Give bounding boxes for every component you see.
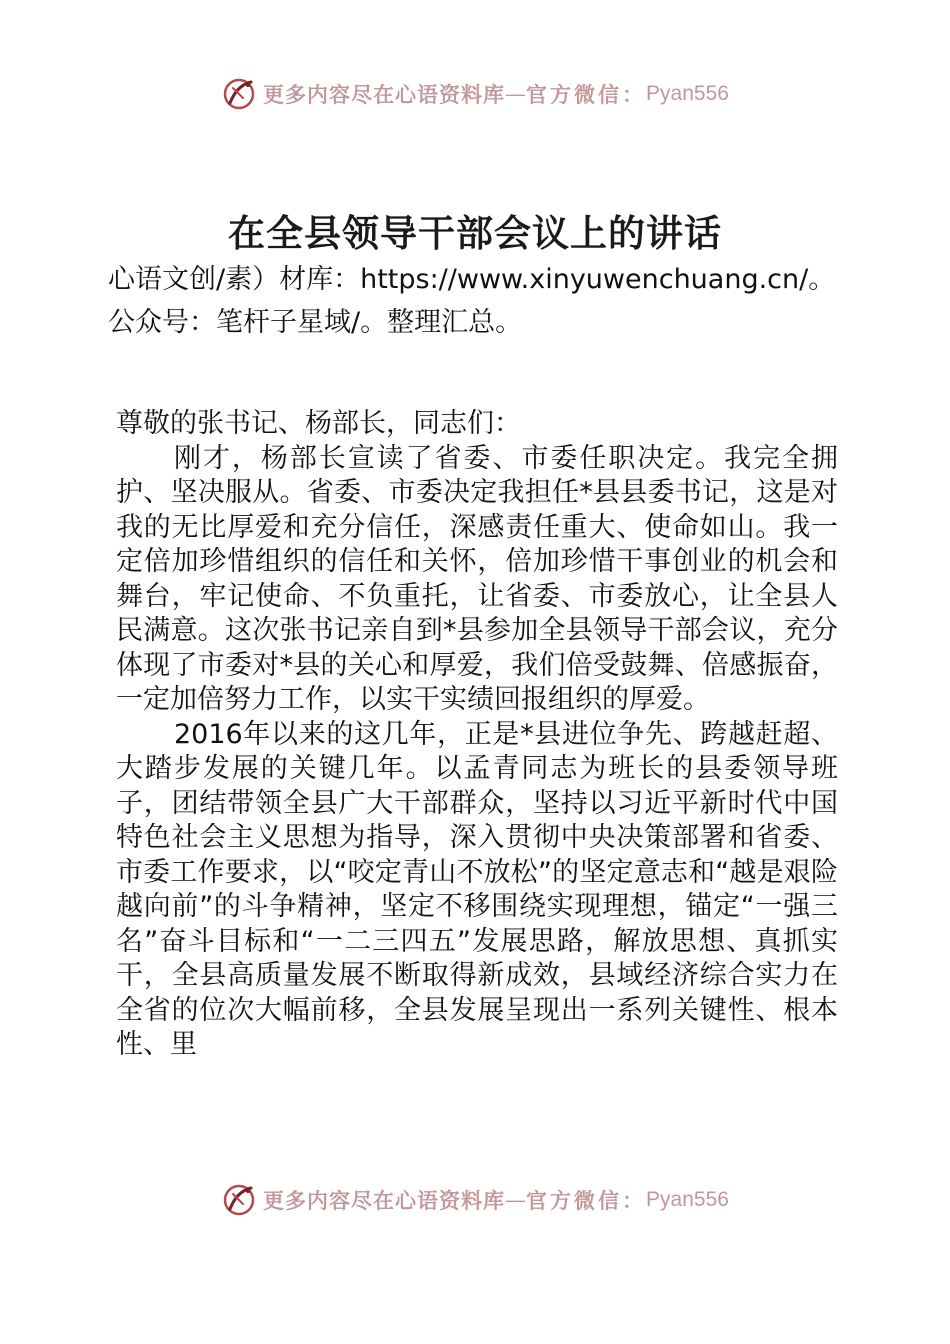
footer-watermark-banner xyxy=(0,1178,950,1222)
document-title: 在全县领导干部会议上的讲话 xyxy=(228,211,722,255)
banner-separator: — xyxy=(505,1188,527,1212)
body-paragraph-2: 2016年以来的这几年，正是*县进位争先、跨越赶超、大踏步发展的关键几年。以孟青同志为班长的县委领导班子，团结带领全县广大干部群众，坚持以习近平新时代中国特色社会主义思想为指导，深入贯彻中央决策部署和省委、市委工作要求，以“咬定青山不放松”的坚定意志和“越是艰险越向前”的斗争精神，坚定不移围绕实现理想，锚定“一强三名”奋斗目标和“一二三四五”发展思路，解放思想、真抓实干，全县高质量发展不断取得新成效，县域经济综合实力在全省的位次大幅前移，全县发展呈现出一系列关键性、根本性、里 xyxy=(116,718,838,1060)
banner-wechat-id: Pyan556 xyxy=(646,1188,729,1211)
banner-library-text: 更多内容尽在心语资料库 xyxy=(263,1188,506,1213)
banner-separator: — xyxy=(505,82,527,106)
brand-logo-icon xyxy=(221,1182,257,1218)
banner-wechat-id: Pyan556 xyxy=(646,82,729,105)
document-body xyxy=(116,407,838,1063)
banner-wechat-label: 官方微信： xyxy=(526,1188,647,1213)
salutation: 尊敬的张书记、杨部长，同志们： xyxy=(116,408,521,439)
brand-logo-icon xyxy=(221,76,257,112)
banner-wechat-label: 官方微信： xyxy=(526,82,647,107)
source-note: 心语文创/素）材库：https://www.xinyuwenchuang.cn/。公众号：笔杆子星域/。整理汇总。 xyxy=(108,264,836,338)
banner-library-text: 更多内容尽在心语资料库 xyxy=(263,82,506,107)
header-watermark-banner xyxy=(0,72,950,116)
body-paragraph-1: 刚才，杨部长宣读了省委、市委任职决定。我完全拥护、坚决服从。省委、市委决定我担任*县县委书记，这是对我的无比厚爱和充分信任，深感责任重大、使命如山。我一定倍加珍惜组织的信任和关怀，倍加珍惜干事创业的机会和舞台，牢记使命、不负重托，让省委、市委放心，让全县人民满意。这次张书记亲自到*县参加全县领导干部会议，充分体现了市委对*县的关心和厚爱，我们倍受鼓舞、倍感振奋，一定加倍努力工作，以实干实绩回报组织的厚爱。 xyxy=(116,442,838,715)
